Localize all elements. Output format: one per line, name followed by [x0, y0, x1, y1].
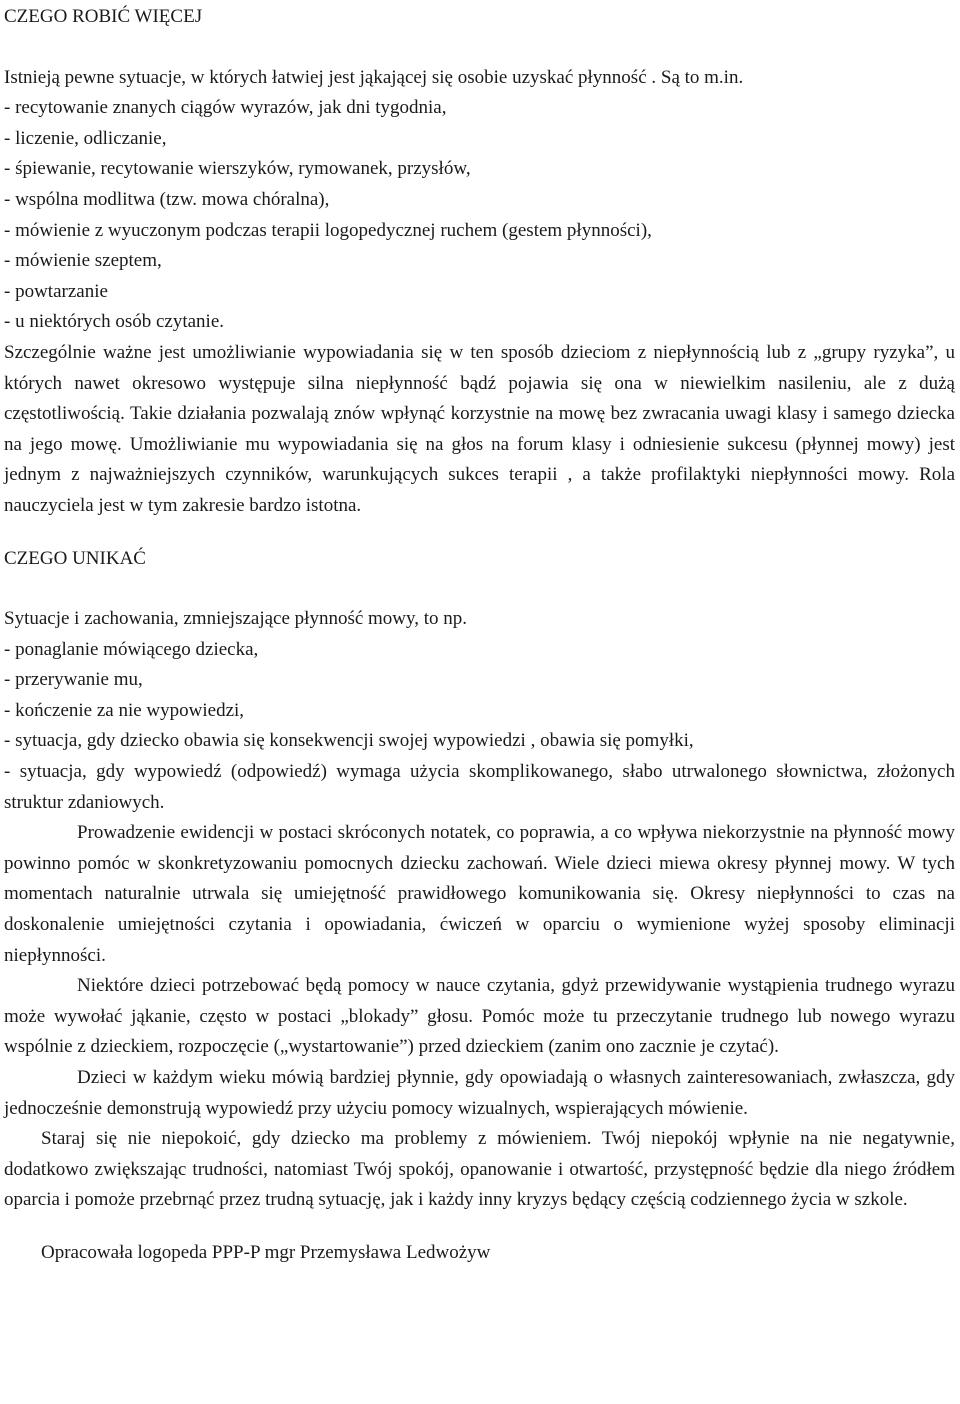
- spacer: [4, 522, 955, 544]
- list-item: - ponaglanie mówiącego dziecka,: [4, 638, 259, 660]
- author-credit: Opracowała logopeda PPP-P mgr Przemysława Ledwożyw: [41, 1241, 491, 1263]
- document-page: [4, 0, 955, 1269]
- list-item: - wspólna modlitwa (tzw. mowa chóralna),: [4, 188, 330, 210]
- list-item: - powtarzanie: [4, 280, 108, 302]
- body-paragraph: Szczególnie ważne jest umożliwianie wypowiadania się w ten sposób dzieciom z niepłynnością lub z „grupy ryzyka”, u których nawet okresowo występuje silna niepłynność bądź pojawia się ona w niewielkim nasileniu, ale z dużą częstotliwością. Takie działania pozwalają znów wpłynąć korzystnie na mowę bez zwracania uwagi klasy i samego dziecka na jego mowę. Umożliwianie mu wypowiadania się na głos na forum klasy i odniesienie sukcesu (płynnej mowy) jest jednym z najważniejszych czynników, warunkujących sukces terapii , a także profilaktyki niepłynności mowy. Rola nauczyciela jest w tym zakresie bardzo istotna.: [4, 341, 955, 516]
- section-heading-avoid: CZEGO UNIKAĆ: [4, 547, 146, 569]
- body-paragraph: Niektóre dzieci potrzebować będą pomocy w nauce czytania, gdyż przewidywanie wystąpienia trudnego wyrazu może wywołać jąkanie, często w postaci „blokady” głosu. Pomóc może tu przeczytanie trudnego lub nowego wyrazu wspólnie z dzieckiem, rozpoczęcie („wystartowanie”) przed dzieckiem (zanim ono zacznie je czytać).: [4, 975, 955, 1058]
- list-item: - mówienie szeptem,: [4, 250, 162, 272]
- intro-text: Sytuacje i zachowania, zmniejszające płynność mowy, to np.: [4, 608, 468, 630]
- list-item: - sytuacja, gdy dziecko obawia się konsekwencji swojej wypowiedzi , obawia się pomyłki,: [4, 730, 694, 752]
- section-heading-do-more: CZEGO ROBIĆ WIĘCEJ: [4, 6, 203, 27]
- spacer: [4, 33, 955, 63]
- list-item: - kończenie za nie wypowiedzi,: [4, 699, 245, 721]
- closing-paragraph: Staraj się nie niepokoić, gdy dziecko ma problemy z mówieniem. Twój niepokój wpłynie na nie negatywnie, dodatkowo zwiększając trudności, natomiast Twój spokój, opanowanie i otwartość, przystępność będzie dla niego źródłem oparcia i pomoże przebrnąć przez trudną sytuację, jak i każdy inny kryzys będący częścią codziennego życia w szkole.: [4, 1128, 955, 1211]
- body-paragraph: Dzieci w każdym wieku mówią bardziej płynnie, gdy opowiadają o własnych zainteresowaniach, zwłaszcza, gdy jednocześnie demonstrują wypowiedź przy użyciu pomocy wizualnych, wspierających mówienie.: [4, 1067, 955, 1119]
- list-item: - recytowanie znanych ciągów wyrazów, jak dni tygodnia,: [4, 97, 447, 119]
- list-item: - sytuacja, gdy wypowiedź (odpowiedź) wymaga użycia skomplikowanego, słabo utrwalonego słownictwa, złożonych struktur zdaniowych.: [4, 761, 955, 813]
- intro-text: Istnieją pewne sytuacje, w których łatwiej jest jąkającej się osobie uzyskać płynność . Są to m.in.: [4, 66, 744, 88]
- list-item: - śpiewanie, recytowanie wierszyków, rymowanek, przysłów,: [4, 158, 471, 180]
- list-item: - przerywanie mu,: [4, 669, 143, 691]
- list-item: - u niektórych osób czytanie.: [4, 311, 225, 333]
- list-item: - mówienie z wyuczonym podczas terapii logopedycznej ruchem (gestem płynności),: [4, 219, 652, 241]
- spacer: [4, 574, 955, 604]
- body-paragraph: Prowadzenie ewidencji w postaci skróconych notatek, co poprawia, a co wpływa niekorzystnie na płynność mowy powinno pomóc w skonkretyzowaniu pomocnych dziecku zachowań. Wiele dzieci miewa okresy płynnej mowy. W tych momentach naturalnie utrwala się umiejętność prawidłowego komunikowania się. Okresy niepłynności to czas na doskonalenie umiejętności czytania i opowiadania, ćwiczeń w oparciu o wymienione wyżej sposoby eliminacji niepłynności.: [4, 822, 955, 966]
- spacer: [4, 1216, 955, 1238]
- list-item: - liczenie, odliczanie,: [4, 127, 167, 149]
